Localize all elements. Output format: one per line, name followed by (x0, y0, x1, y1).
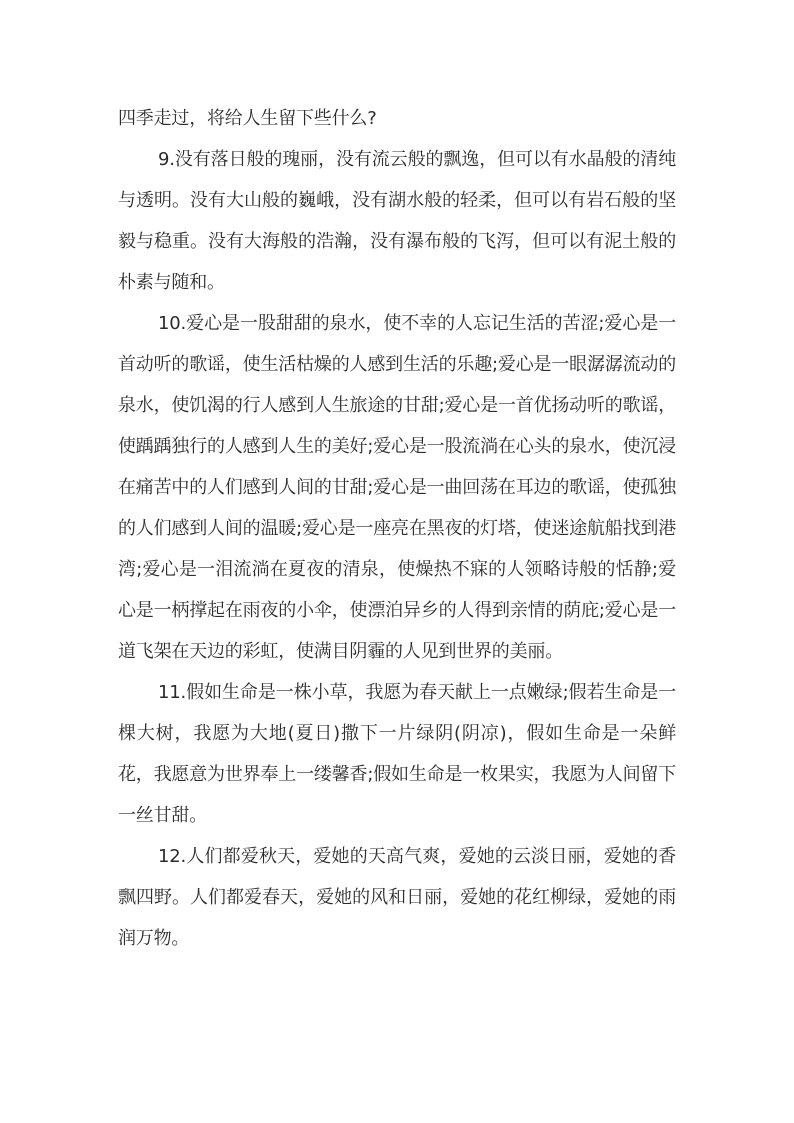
paragraph-10: 10.爱心是一股甜甜的泉水，使不幸的人忘记生活的苦涩;爱心是一首动听的歌谣，使生活枯燥的人感到生活的乐趣;爱心是一眼潺潺流动的泉水，使饥渴的行人感到人生旅途的甘甜;爱心是一首优扬动听的歌谣，使踽踽独行的人感到人生的美好;爱心是一股流淌在心头的泉水，使沉浸在痛苦中的人们感到人间的甘甜;爱心是一曲回荡在耳边的歌谣，使孤独的人们感到人间的温暖;爱心是一座亮在黑夜的灯塔，使迷途航船找到港湾;爱心是一泪流淌在夏夜的清泉，使燥热不寐的人领略诗般的恬静;爱心是一柄撑起在雨夜的小伞，使漂泊异乡的人得到亲情的荫庇;爱心是一道飞架在天边的彩虹，使满目阴霾的人见到世界的美丽。 (118, 313, 676, 662)
paragraph-continuation: 四季走过，将给人生留下些什么? (118, 108, 377, 129)
paragraph-12: 12.人们都爱秋天，爱她的天高气爽，爱她的云淡日丽，爱她的香飘四野。人们都爱春天，爱她的风和日丽，爱她的花红柳绿，爱她的雨润万物。 (118, 846, 676, 949)
document-body (118, 98, 676, 959)
paragraph-9: 9.没有落日般的瑰丽，没有流云般的飘逸，但可以有水晶般的清纯与透明。没有大山般的巍峨，没有湖水般的轻柔，但可以有岩石般的坚毅与稳重。没有大海般的浩瀚，没有瀑布般的飞泻，但可以有泥土般的朴素与随和。 (118, 149, 676, 293)
paragraph-11: 11.假如生命是一株小草，我愿为春天献上一点嫩绿;假若生命是一棵大树，我愿为大地(夏日)撒下一片绿阴(阴凉)，假如生命是一朵鲜花，我愿意为世界奉上一缕馨香;假如生命是一枚果实，我愿为人间留下一丝甘甜。 (118, 682, 676, 826)
